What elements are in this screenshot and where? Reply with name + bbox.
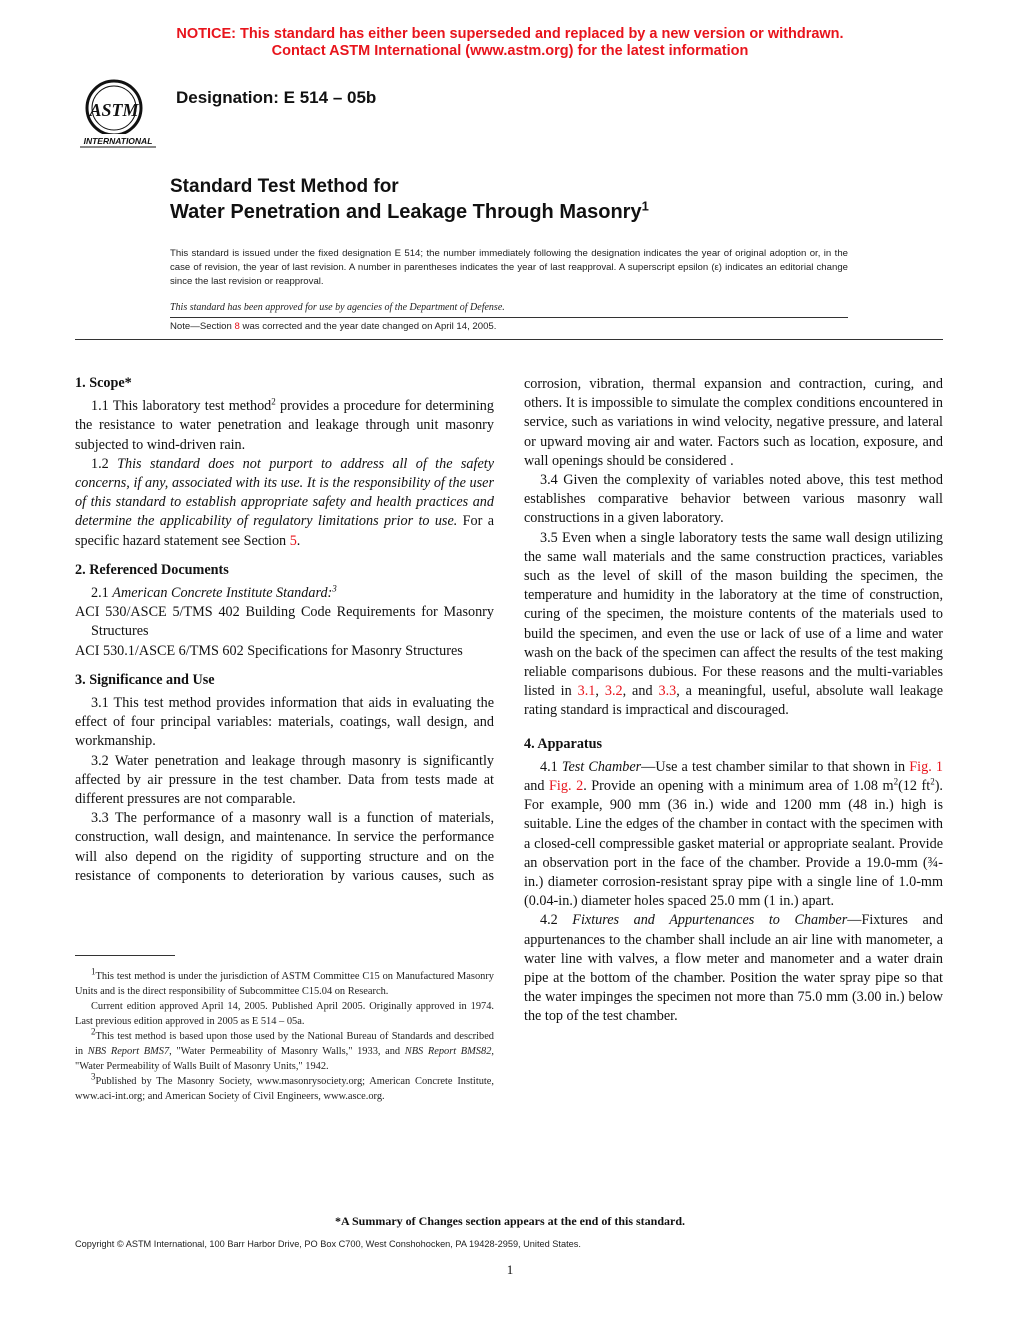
- para-3-2: 3.2 Water penetration and leakage through masonry is significantly affected by air pressure in the test chamber. Data from tests made at different pressures are not comparable.: [75, 752, 494, 808]
- footnote-3-mark: 3: [91, 1071, 96, 1082]
- designation: Designation: E 514 – 05b: [176, 88, 377, 107]
- para-1-2-end: .: [296, 532, 301, 549]
- para-2-1-num: 2.1: [91, 585, 113, 602]
- para-2-1-italic: American Concrete Institute Standard:: [112, 585, 333, 602]
- para-4-2-num: 4.2: [540, 912, 573, 929]
- para-3-5: [524, 529, 943, 721]
- para-4-2-rest: —Fixtures and appurtenances to the chamber shall include an air line with manometer, a water line with valves, a flow meter and manometer and a water drain pipe at the bottom of the chamber. Position the water spray pipe so that the water impinges the specimen not more than 75.0 mm (3.00 in.) below the top of the test chamber.: [524, 912, 943, 1025]
- para-1-2: [75, 455, 494, 551]
- footnote-2-it1: NBS Report BMS7: [87, 1046, 170, 1057]
- footnote-2-mark: 2: [91, 1026, 96, 1037]
- footnote-1: [75, 966, 494, 999]
- para-4-1-e: ). For example, 900 mm (36 in.) wide and 1200 mm (48 in.) high is suitable. Line the edges of the chamber in contact with the specimen with a closed-cell compressible gasket material or appropriate sealant. Provide an observation port in the face of the chamber. Provide a 19.0-mm (¾-in.) diameter corrosion-resistant spray pipe with a single line of 1.0-mm (0.04-in.) diameter holes spaced 25.0 mm (1 in.) apart.: [524, 778, 943, 910]
- reference-aci-530: ACI 530/ASCE 5/TMS 402 Building Code Requirements for Masonry Structures: [75, 604, 494, 640]
- right-column: [524, 375, 943, 1027]
- para-4-1-italic: Test Chamber: [561, 758, 642, 775]
- notice-line-1: NOTICE: This standard has either been superseded and replaced by a new version or withdrawn.: [176, 26, 844, 42]
- para-4-1-sup2: 2: [930, 776, 935, 787]
- para-3-5-sep2: , and: [622, 683, 659, 700]
- link-3-2[interactable]: 3.2: [604, 683, 623, 700]
- title-line-1: Standard Test Method for: [170, 176, 399, 197]
- para-2-1: [75, 584, 494, 603]
- edit-note-post: was corrected and the year date changed on April 14, 2005.: [239, 321, 497, 332]
- footnote-3: [75, 1071, 494, 1104]
- logo-mark: ASTM: [89, 100, 139, 120]
- title-line-2-text: Water Penetration and Leakage Through Masonry: [170, 201, 642, 223]
- para-4-1: [524, 758, 943, 912]
- astm-logo: [72, 76, 162, 150]
- edit-note-link[interactable]: 8: [234, 321, 240, 332]
- para-4-1-sup1: 2: [893, 776, 899, 787]
- header-rule-bottom: [75, 339, 943, 340]
- footnote-2: [75, 1026, 495, 1074]
- para-4-1-d: (12 ft: [898, 778, 931, 795]
- footnote-3-text: Published by The Masonry Society, www.masonrysociety.org; American Concrete Institute, www.aci-int.org; and American Society of Civil Engineers, www.asce.org.: [75, 1076, 494, 1102]
- para-4-2: [524, 911, 943, 1026]
- para-4-1-num: 4.1: [540, 758, 562, 775]
- footnote-2-b: , "Water Permeability of Masonry Walls," 1933, and: [169, 1046, 405, 1057]
- issue-statement: This standard is issued under the fixed designation E 514; the number immediately following the designation indicates the year of original adoption or, in the case of revision, the year of last revision. A number in parentheses indicates the year of last reapproval. A superscript epsilon (ε) indicates an editorial change since the last revision or reapproval.: [170, 248, 848, 287]
- withdrawn-notice: [0, 26, 1020, 60]
- section-3-heading: 3. Significance and Use: [75, 671, 215, 688]
- link-3-1[interactable]: 3.1: [577, 683, 596, 700]
- para-3-5-text: 3.5 Even when a single laboratory tests the same wall design utilizing the same wall materials and the same construction practices, variables such as the level of skill of the mason building the specimen, the temperature and humidity in the laboratory at the time of construction, curing of the specimen, the moisture contents of the materials used to build the specimen, and even the use or lack of use of a lime and water wash on the back of the specimen can affect the results of the test making reliable comparisons dubious. For these reasons and the multi-variables listed in: [524, 529, 943, 700]
- footnote-1-text: This test method is under the jurisdiction of ASTM Committee C15 on Manufactured Masonry Units and is the direct responsibility of Subcommittee C15.04 on Research.: [75, 971, 494, 997]
- para-1-1-rest: provides a procedure for determining the resistance to water penetration and leakage through unit masonry subjected to wind-driven rain.: [75, 398, 494, 453]
- summary-note: *A Summary of Changes section appears at the end of this standard.: [334, 1214, 686, 1228]
- notice-line-2: Contact ASTM International (www.astm.org) for the latest information: [271, 43, 749, 59]
- para-1-2-rest: For a specific hazard statement see Section: [75, 513, 494, 549]
- section-1-heading: 1. Scope*: [75, 375, 132, 391]
- para-1-1-text: 1.1 This laboratory test method: [91, 398, 272, 415]
- page-number: 1: [506, 1262, 514, 1277]
- para-4-2-italic: Fixtures and Appurtenances to Chamber: [572, 912, 848, 929]
- para-1-1-sup: 2: [271, 396, 276, 407]
- footnote-2-a: This test method is based upon those used by the National Bureau of Standards and described in: [75, 1031, 494, 1057]
- para-4-1-c: . Provide an opening with a minimum area of 1.08 m: [583, 778, 894, 795]
- footnote-2-c: , "Water Permeability of Walls Built of Masonry Units," 1942.: [75, 1046, 495, 1072]
- copyright: Copyright © ASTM International, 100 Barr Harbor Drive, PO Box C700, West Conshohocken, PA 19428-2959, United States.: [75, 1239, 581, 1249]
- footnote-1-mark: 1: [91, 966, 96, 977]
- para-3-3-continued: [524, 375, 943, 471]
- para-1-2-italic: This standard does not purport to address all of the safety concerns, if any, associated with its use. It is the responsibility of the user of this standard to establish appropriate safety and health practices and determine the applicability of regulatory limitations prior to use.: [75, 455, 494, 530]
- fig-1-link[interactable]: Fig. 1: [909, 758, 944, 775]
- document-title: [170, 175, 649, 225]
- para-1-2-num: 1.2: [91, 455, 118, 472]
- edit-note-pre: Note—Section: [170, 321, 235, 332]
- para-3-1: 3.1 This test method provides information that aids in evaluating the effect of four principal variables: materials, coatings, wall design, and workmanship.: [75, 695, 494, 750]
- para-3-3-cont-text: corrosion, vibration, thermal expansion and contraction, curing, and others. It is impossible to simulate the complex conditions encountered in service, such as variations in wind velocity, negative pressure, and lateral or upward moving air and water. Factors such as location, exposure, and wall openings should be considered .: [524, 376, 943, 469]
- para-4-1-a: —Use a test chamber similar to that shown in: [641, 758, 910, 775]
- fig-2-link[interactable]: Fig. 2: [549, 778, 584, 795]
- section-2-heading: 2. Referenced Documents: [75, 561, 229, 578]
- para-1-1: [75, 397, 494, 455]
- para-3-4: 3.4 Given the complexity of variables noted above, this test method establishes comparative behavior between various masonry wall constructions in a given laboratory.: [524, 472, 943, 527]
- section-4-heading: 4. Apparatus: [524, 735, 603, 752]
- para-3-3: 3.3 The performance of a masonry wall is a function of materials, construction, wall design, and maintenance. In service the performance will also depend on the rigidity of supporting structure and on the resistance of components to deterioration by various causes, such as: [75, 810, 494, 884]
- logo-word: INTERNATIONAL: [83, 136, 153, 146]
- footnotes: [75, 966, 495, 1104]
- left-column: [75, 374, 494, 886]
- title-footnote-ref: 1: [641, 198, 649, 214]
- footnote-1b: Current edition approved April 14, 2005. Published April 2005. Originally approved in 1974. Last previous edition approved in 2005 as E 514 – 05a.: [75, 1001, 494, 1027]
- title-line-2: [170, 199, 649, 225]
- footnote-2-it2: NBS Report BMS82: [404, 1046, 492, 1057]
- link-3-3[interactable]: 3.3: [658, 683, 677, 700]
- approved-statement: This standard has been approved for use by agencies of the Department of Defense.: [170, 302, 505, 313]
- para-2-1-sup: 3: [332, 583, 337, 594]
- para-3-5-sep1: ,: [595, 683, 605, 700]
- edit-note: [170, 321, 496, 332]
- para-4-1-b: and: [524, 778, 550, 795]
- footnote-rule: [75, 955, 175, 956]
- section-5-link[interactable]: 5: [289, 532, 297, 549]
- header-rule-top: [170, 317, 848, 318]
- para-3-5-rest: , a meaningful, useful, absolute wall leakage rating standard is impractical and discouraged.: [524, 683, 943, 719]
- reference-aci-530-1: ACI 530.1/ASCE 6/TMS 602 Specifications for Masonry Structures: [75, 642, 463, 659]
